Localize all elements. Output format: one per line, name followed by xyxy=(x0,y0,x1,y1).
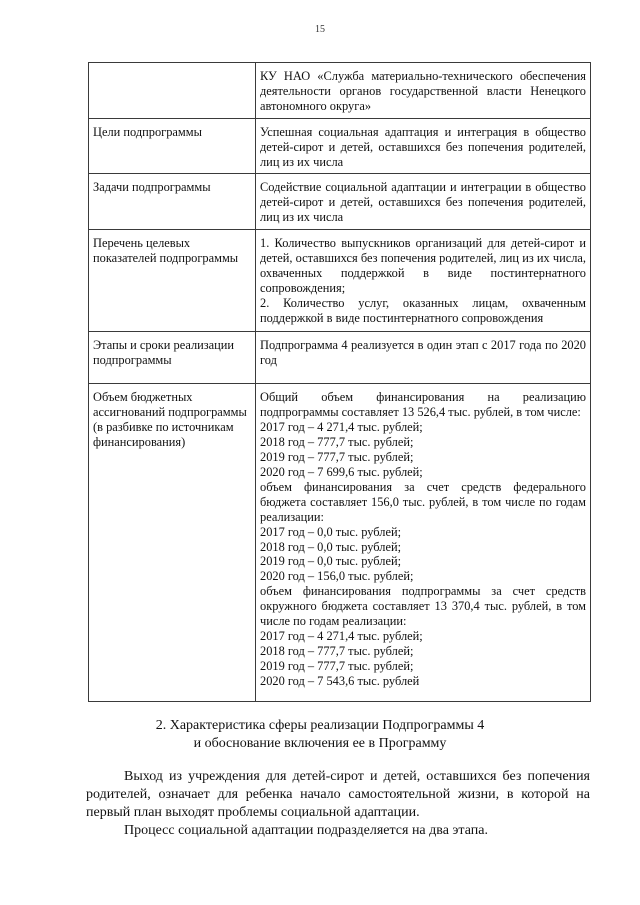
value-line-district-2017: 2017 год – 4 271,4 тыс. рублей; xyxy=(260,628,423,643)
value-line: Успешная социальная адаптация и интеграция в общество детей-сирот и детей, оставшихся без попечения родителей, лиц из их числа xyxy=(260,124,586,169)
row-label: Цели подпрограммы xyxy=(89,118,256,174)
row-label xyxy=(89,63,256,119)
row-value xyxy=(256,384,591,702)
value-line-district-funding: объем финансирования подпрограммы за счет средств окружного бюджета составляет 13 370,4 тыс. рублей, в том числе по годам реализации: xyxy=(260,584,586,629)
table-row-stages-and-terms xyxy=(89,332,591,384)
row-label: Перечень целевых показателей подпрограммы xyxy=(89,230,256,332)
value-line: 2. Количество услуг, оказанных лицам, охваченным поддержкой в виде постинтернатного сопровождения xyxy=(260,296,586,325)
table-row-target-indicators xyxy=(89,230,591,332)
value-line-2020: 2020 год – 7 699,6 тыс. рублей; xyxy=(260,464,423,479)
page-number: 15 xyxy=(315,24,325,35)
value-line-federal-2017: 2017 год – 0,0 тыс. рублей; xyxy=(260,524,402,539)
value-line-2017: 2017 год – 4 271,4 тыс. рублей; xyxy=(260,420,423,435)
row-value xyxy=(256,118,591,174)
value-line: 1. Количество выпускников организаций для детей-сирот и детей, оставшихся без попечения родителей, лиц из их числа, охваченных поддержкой в виде постинтернатного сопровождения; xyxy=(260,236,586,296)
paragraph: Процесс социальной адаптации подразделяется на два этапа. xyxy=(124,823,488,838)
value-line-district-2019: 2019 год – 777,7 тыс. рублей; xyxy=(260,658,414,673)
value-line: Подпрограмма 4 реализуется в один этап с 2017 года по 2020 год xyxy=(260,338,586,368)
row-value xyxy=(256,174,591,230)
value-line-federal-2018: 2018 год – 0,0 тыс. рублей; xyxy=(260,539,402,554)
value-line-district-2020: 2020 год – 7 543,6 тыс. рублей xyxy=(260,673,420,688)
row-label: Задачи подпрограммы xyxy=(89,174,256,230)
section-heading xyxy=(0,717,640,753)
section-heading-line-2: и обоснование включения ее в Программу xyxy=(193,736,447,751)
table-row-responsible-executor xyxy=(89,63,591,119)
value-line-district-2018: 2018 год – 777,7 тыс. рублей; xyxy=(260,643,414,658)
table-row-goals xyxy=(89,118,591,174)
value-line-2018: 2018 год – 777,7 тыс. рублей; xyxy=(260,435,414,450)
value-line-federal-2019: 2019 год – 0,0 тыс. рублей; xyxy=(260,554,402,569)
value-line: Содействие социальной адаптации и интеграции в общество детей-сирот и детей, оставшихся без попечения родителей, лиц из их числа xyxy=(260,180,586,225)
row-value xyxy=(256,63,591,119)
table-row-budget-allocations xyxy=(89,384,591,702)
row-value xyxy=(256,332,591,384)
subprogram-passport-table xyxy=(88,62,591,702)
table-row-tasks xyxy=(89,174,591,230)
value-line-federal-funding: объем финансирования за счет средств федерального бюджета составляет 156,0 тыс. рублей, в том числе по годам реализации: xyxy=(260,479,586,524)
section-heading-line-1: 2. Характеристика сферы реализации Подпрограммы 4 xyxy=(155,718,485,733)
section-body xyxy=(86,768,590,840)
row-label: Этапы и сроки реализации подпрограммы xyxy=(89,332,256,384)
row-value xyxy=(256,230,591,332)
row-label: Объем бюджетных ассигнований подпрограммы (в разбивке по источникам финансирования) xyxy=(89,384,256,702)
value-line-2019: 2019 год – 777,7 тыс. рублей; xyxy=(260,450,414,465)
value-line-total-funding: Общий объем финансирования на реализацию подпрограммы составляет 13 526,4 тыс. рублей, в том числе: xyxy=(260,390,586,420)
value-line: КУ НАО «Служба материально-технического обеспечения деятельности органов государственной власти Ненецкого автономного округа» xyxy=(260,69,586,113)
value-line-federal-2020: 2020 год – 156,0 тыс. рублей; xyxy=(260,569,414,584)
paragraph: Выход из учреждения для детей-сирот и детей, оставшихся без попечения родителей, означает для ребенка начало самостоятельной жизни, в которой на первый план выходят проблемы социальной адаптации. xyxy=(86,769,590,820)
